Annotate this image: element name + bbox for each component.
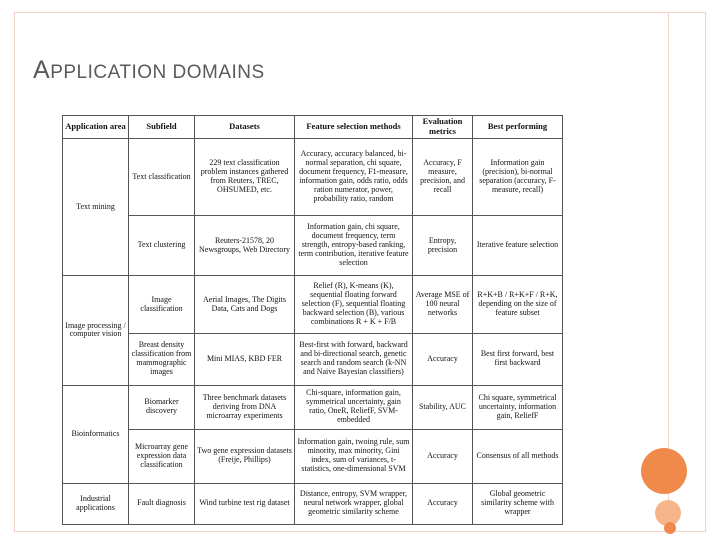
best-cell: Iterative feature selection [473,216,563,276]
subfield-cell: Fault diagnosis [129,483,195,524]
table-row [63,430,563,484]
best-cell: Global geometric similarity scheme with wrapper [473,483,563,524]
metrics-cell: Entropy, precision [413,216,473,276]
header-datasets: Datasets [195,116,295,139]
methods-cell: Distance, entropy, SVM wrapper, neural network wrapper, global geometric similarity scheme [295,483,413,524]
application-domains-table-image [62,115,562,525]
datasets-cell: Two gene expression datasets (Freije, Phillips) [195,430,295,484]
header-feature-selection-methods: Feature selection methods [295,116,413,139]
metrics-cell: Accuracy [413,430,473,484]
header-evaluation-metrics: Evaluation metrics [413,116,473,139]
datasets-cell: Three benchmark datasets deriving from DNA microarray experiments [195,385,295,429]
subfield-cell: Image classification [129,276,195,334]
slide-title-initial: A [33,56,51,84]
methods-cell: Information gain, chi square, document frequency, term strength, entropy-based ranking, term contribution, iterative feature selection [295,216,413,276]
subfield-cell: Microarray gene expression data classification [129,430,195,484]
methods-cell: Relief (R), K-means (K), sequential floating forward selection (F), sequential floating backward selection (B), various combinations R + K + F/B [295,276,413,334]
header-best-performing: Best performing [473,116,563,139]
table-row [63,334,563,386]
methods-cell: Information gain, twoing rule, sum minority, max minority, Gini index, sum of variances, t-statistics, one-dimensional SVM [295,430,413,484]
table-row [63,483,563,524]
methods-cell: Accuracy, accuracy balanced, bi-normal separation, chi square, document frequency, F1-measure, information gain, odds ratio, odds ration numerator, power, probability ratio, random [295,139,413,216]
subfield-cell: Biomarker discovery [129,385,195,429]
best-cell: Information gain (precision), bi-normal separation (accuracy, F-measure, recall) [473,139,563,216]
datasets-cell: 229 text classification problem instances gathered from Reuters, TREC, OHSUMED, etc. [195,139,295,216]
header-subfield: Subfield [129,116,195,139]
methods-cell: Chi-square, information gain, symmetrical uncertainty, gain ratio, OneR, ReliefF, SVM-embedded [295,385,413,429]
best-cell: Consensus of all methods [473,430,563,484]
metrics-cell: Accuracy [413,483,473,524]
slide-title [33,56,265,85]
table-row [63,385,563,429]
datasets-cell: Wind turbine test rig dataset [195,483,295,524]
table-row [63,276,563,334]
area-cell: Industrial applications [63,483,129,524]
methods-cell: Best-first with forward, backward and bi-directional search, genetic search and random search (k-NN and Naive Bayesian classifiers) [295,334,413,386]
table-row [63,139,563,216]
metrics-cell: Accuracy, F measure, precision, and recall [413,139,473,216]
subfield-cell: Breast density classification from mammographic images [129,334,195,386]
header-application-area: Application area [63,116,129,139]
datasets-cell: Reuters-21578, 20 Newsgroups, Web Directory [195,216,295,276]
area-cell: Bioinformatics [63,385,129,483]
application-domains-table [62,115,563,525]
metrics-cell: Accuracy [413,334,473,386]
metrics-cell: Average MSE of 100 neural networks [413,276,473,334]
decorative-circle-small [664,522,676,534]
slide-title-rest: PPLICATION DOMAINS [50,62,265,83]
area-cell: Text mining [63,139,129,276]
datasets-cell: Aerial Images, The Digits Data, Cats and Dogs [195,276,295,334]
table-row [63,216,563,276]
best-cell: Chi square, symmetrical uncertainty, information gain, ReliefF [473,385,563,429]
area-cell: Image processing / computer vision [63,276,129,385]
table-header-row [63,116,563,139]
decorative-circle-large [641,448,687,494]
datasets-cell: Mini MIAS, KBD FER [195,334,295,386]
best-cell: R+K+B / R+K+F / R+K, depending on the size of feature subset [473,276,563,334]
subfield-cell: Text classification [129,139,195,216]
metrics-cell: Stability, AUC [413,385,473,429]
subfield-cell: Text clustering [129,216,195,276]
best-cell: Best first forward, best first backward [473,334,563,386]
